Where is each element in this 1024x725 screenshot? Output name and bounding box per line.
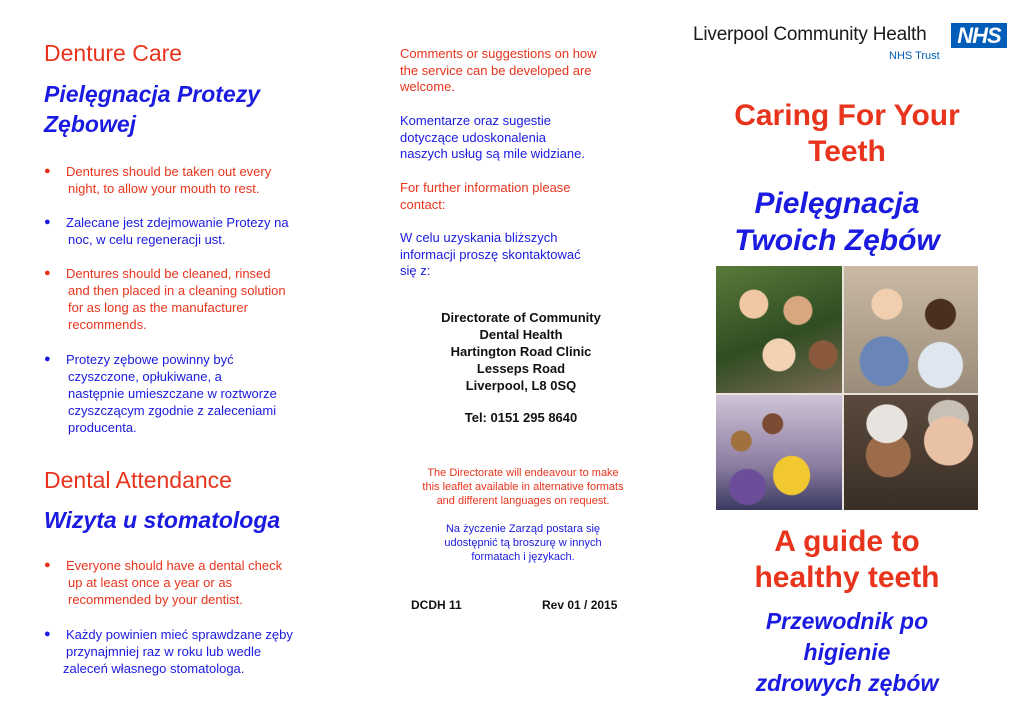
formats-pl: Na życzenie Zarząd postara się udostępnić tą broszurę w innych formatach i językach. <box>444 523 602 563</box>
bullet-text: for as long as the manufacturer <box>68 300 248 315</box>
guide-pl: Przewodnik po higienie zdrowych zębów <box>755 608 939 696</box>
info-pl: W celu uzyskania bliższych informacji proszę skontaktować się z: <box>400 230 581 278</box>
bullet-text: Dentures should be taken out every <box>66 164 272 179</box>
bullet-text: night, to allow your mouth to rest. <box>68 181 260 196</box>
bullet-text: czyszczone, opłukiwane, a <box>68 369 222 384</box>
bullet-text: Everyone should have a dental check <box>66 558 283 573</box>
bullet-icon: ● <box>44 165 51 177</box>
title-en: Caring For Your Teeth <box>734 99 960 168</box>
bullet-text: up at least once a year or as <box>68 575 233 590</box>
bullet-text: czyszczącym zgodnie z zaleceniami <box>68 403 277 418</box>
info-en: For further information please contact: <box>400 180 571 212</box>
bullet-text: Każdy powinien mieć sprawdzane zęby <box>66 627 293 642</box>
photo-collage <box>716 266 978 510</box>
bullet-text: producenta. <box>68 420 137 435</box>
bullet-icon: ● <box>44 267 51 279</box>
bullet-text: Zalecane jest zdejmowanie Protezy na <box>66 215 289 230</box>
list-item <box>44 351 364 439</box>
title-pl: Pielęgnacja Twoich Zębów <box>734 187 940 257</box>
bullet-text: Protezy zębowe powinny być <box>66 352 234 367</box>
bullet-icon: ● <box>44 216 51 228</box>
photo-elderly-couple <box>844 395 978 510</box>
subheading-line: Zębowej <box>44 111 137 137</box>
dental-attendance-subheading: Wizyta u stomatologa <box>44 507 281 533</box>
contact-phone: Tel: 0151 295 8640 <box>464 410 578 425</box>
photo-playgroup <box>716 395 842 510</box>
bullet-text: przynajmniej raz w roku lub wedle <box>66 644 262 659</box>
bullet-text: noc, w celu regeneracji ust. <box>68 232 226 247</box>
bullet-icon: ● <box>44 559 51 571</box>
nhs-logo: NHS <box>951 23 1007 48</box>
list-item <box>44 557 364 613</box>
photo-toddlers <box>844 266 978 393</box>
bullet-text: and then placed in a cleaning solution <box>68 283 286 298</box>
bullet-text: recommended by your dentist. <box>68 592 243 607</box>
formats-en: The Directorate will endeavour to make this leaflet available in alternative formats and different languages on request. <box>422 467 624 507</box>
list-item <box>44 265 364 337</box>
bullet-icon: ● <box>44 628 51 640</box>
list-item <box>44 626 364 682</box>
subheading-line: Pielęgnacja Protezy <box>44 81 261 107</box>
comments-pl: Komentarze oraz sugestie dotyczące udoskonalenia naszych usług są mile widziane. <box>400 113 585 161</box>
bullet-text: Dentures should be cleaned, rinsed <box>66 266 271 281</box>
dental-attendance-heading: Dental Attendance <box>44 467 232 493</box>
comments-en: Comments or suggestions on how the service can be developed are welcome. <box>400 46 597 94</box>
list-item <box>44 163 364 203</box>
bullet-text: następnie umieszczane w roztworze <box>68 386 277 401</box>
list-item <box>44 214 364 254</box>
photo-children-group <box>716 266 842 393</box>
trust-name: NHS Trust <box>889 50 940 62</box>
bullet-text: zaleceń własnego stomatologa. <box>63 661 245 676</box>
revision: Rev 01 / 2015 <box>542 598 618 612</box>
denture-care-heading: Denture Care <box>44 40 183 66</box>
bullet-text: recommends. <box>68 317 147 332</box>
denture-care-subheading <box>44 79 260 139</box>
document-code: DCDH 11 <box>411 598 462 612</box>
bullet-icon: ● <box>44 353 51 365</box>
contact-address: Directorate of Community Dental Health Hartington Road Clinic Lesseps Road Liverpool, L8 0SQ <box>441 310 601 393</box>
org-name: Liverpool Community Health <box>693 24 927 45</box>
guide-en: A guide to healthy teeth <box>754 525 940 594</box>
